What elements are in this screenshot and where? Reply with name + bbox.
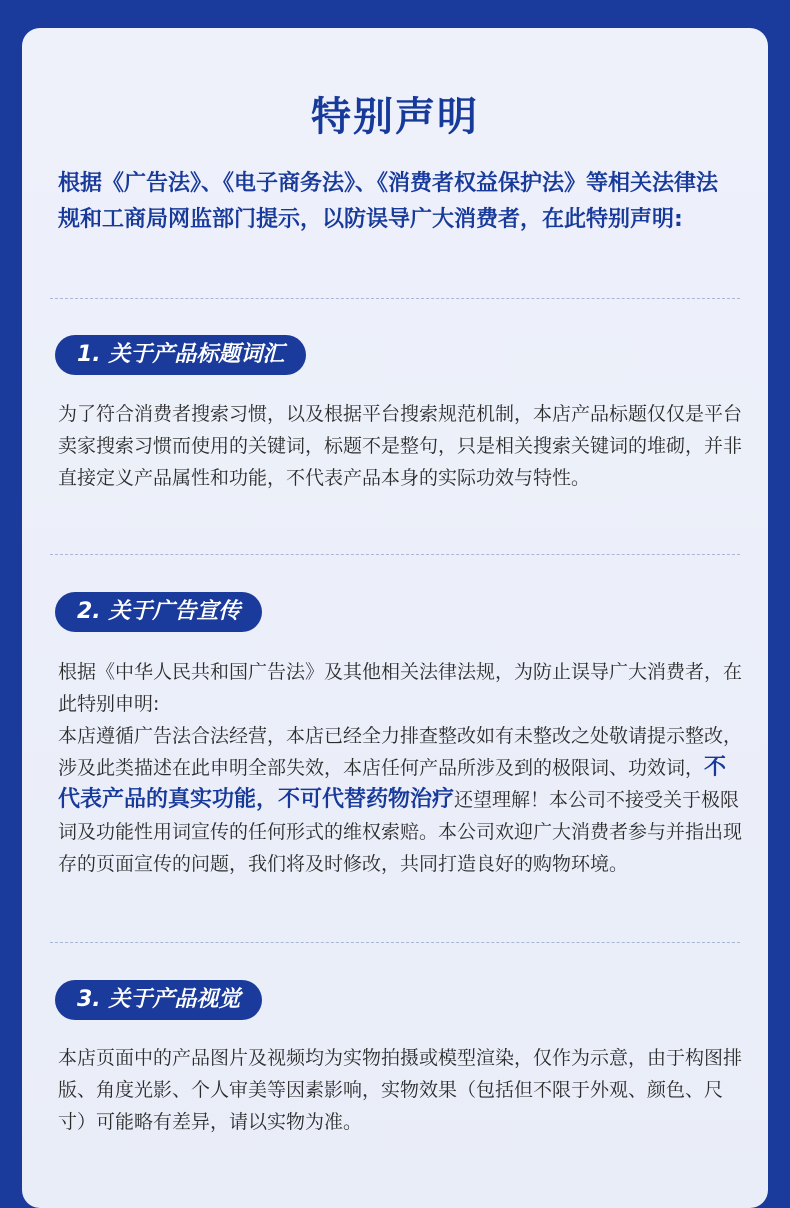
divider xyxy=(50,942,740,943)
section-1-paragraph: 为了符合消费者搜索习惯，以及根据平台搜索规范机制，本店产品标题仅仅是平台卖家搜索习惯而使用的关键词，标题不是整句，只是相关搜索关键词的堆砌，并非直接定义产品属性和功能，不代表产品本身的实际功效与特性。 xyxy=(58,403,743,489)
section-1-body xyxy=(58,398,742,494)
intro-text: 根据《广告法》、《电子商务法》、《消费者权益保护法》等相关法律法规和工商局网监部门提示，以防误导广大消费者，在此特别声明: xyxy=(58,171,719,232)
section-2-body xyxy=(58,656,742,880)
section-3-heading: 3. 关于产品视觉 xyxy=(55,980,262,1020)
section-2-heading: 2. 关于广告宣传 xyxy=(55,592,262,632)
section-2-text-before: 本店遵循广告法合法经营，本店已经全力排查整改如有未整改之处敬请提示整改，涉及此类描述在此申明全部失效，本店任何产品所涉及到的极限词、功效词， xyxy=(58,725,743,779)
section-2-paragraph-2 xyxy=(58,720,742,880)
section-2-paragraph-1: 根据《中华人民共和国广告法》及其他相关法律法规，为防止误导广大消费者，在此特别申明: xyxy=(58,661,743,715)
section-2-text-after: 还望理解！本公司不接受关于极限词及功能性用词宣传的任何形式的维权索赔。本公司欢迎广大消费者参与并指出现存的页面宣传的问题，我们将及时修改，共同打造良好的购物环境。 xyxy=(58,789,743,875)
section-2-emphasis: 不代表产品的真实功能，不可代替药物治疗 xyxy=(58,755,727,812)
section-1-heading: 1. 关于产品标题词汇 xyxy=(55,335,306,375)
page-title: 特别声明 xyxy=(311,94,479,140)
section-3-body xyxy=(58,1042,742,1138)
divider xyxy=(50,554,740,555)
divider xyxy=(50,298,740,299)
section-3-paragraph: 本店页面中的产品图片及视频均为实物拍摄或模型渲染，仅作为示意，由于构图排版、角度光影、个人审美等因素影响，实物效果（包括但不限于外观、颜色、尺寸）可能略有差异，请以实物为准。 xyxy=(58,1047,743,1133)
